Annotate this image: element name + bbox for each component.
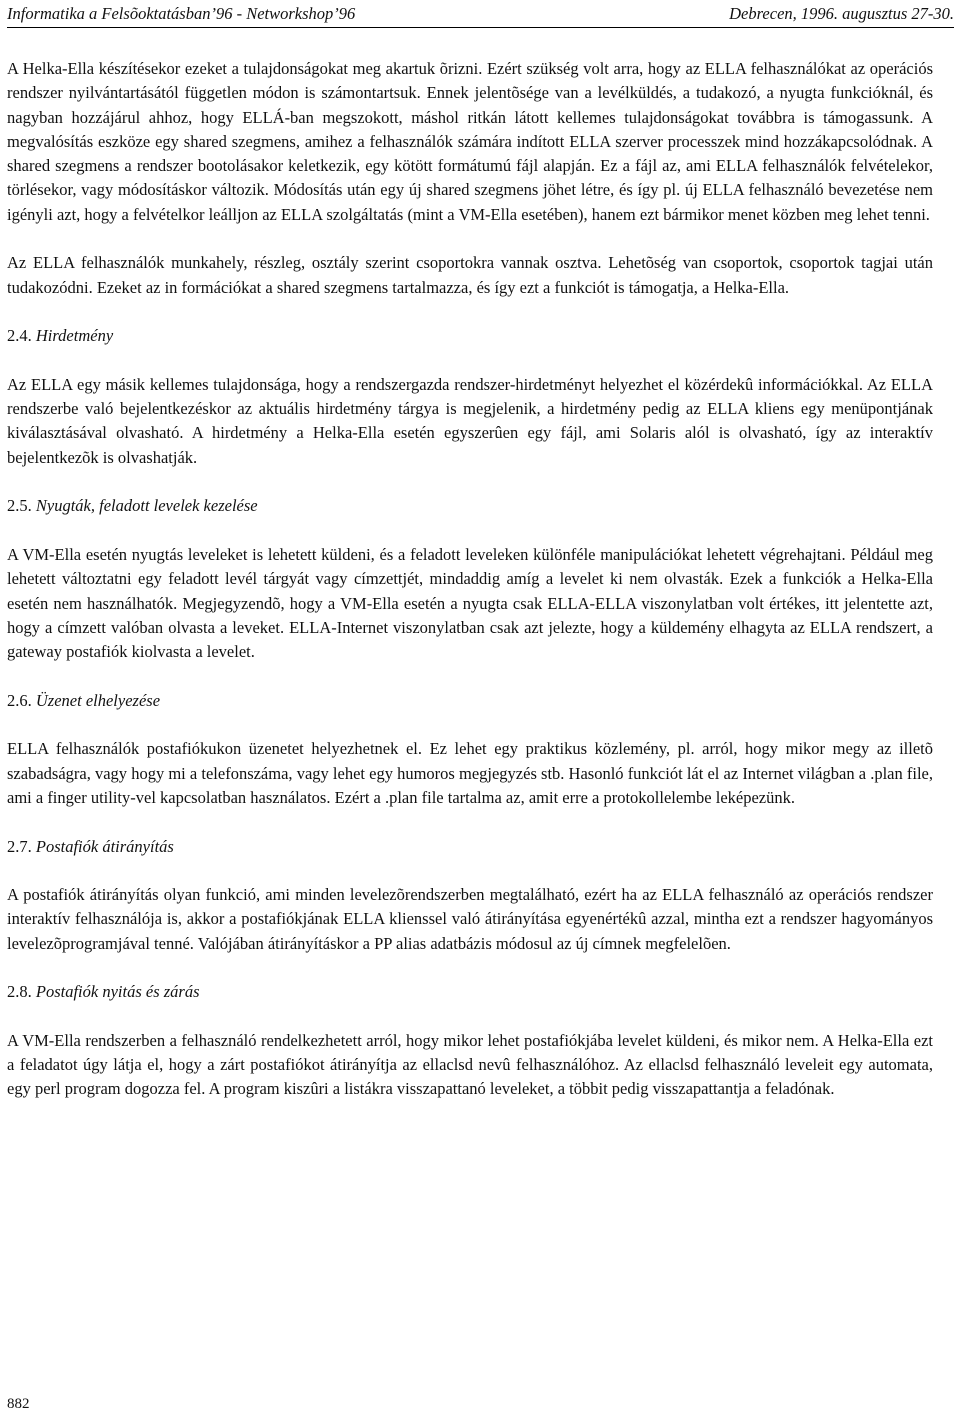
section-number: 2.4. [7,326,32,346]
section-number: 2.6. [7,690,32,710]
section-number: 2.5. [7,496,32,516]
paragraph-shared-segment: A Helka-Ella készítésekor ezeket a tulajdonságokat meg akartuk õrizni. Ezért szükség volt arra, hogy az ELLA felhasználókat az operációs rendszer nyilvántartásától független módon is számontartsuk. Ennek jelentõsége van a levélküldés, a tudakozó, a nyugta funkcióknál, és nagyban hozzájárul ahhoz, hogy ELLÁ-ban megszokott, máshol ritkán látott kellemes tulajdonságokat továbbra is támogassunk. A megvalósítás eszköze egy shared szegmens, amihez a felhasználók számára indított ELLA szerver processzek mind hozzákapcsolódnak. A shared szegmens a rendszer bootolásakor keletkezik, egy kötött formátumú fájl alapján. Ez a fájl az, ami ELLA felhasználók felvételekor, törlésekor, vagy módosításkor változik. Módosítás után egy új shared szegmens jöhet létre, és így pl. új ELLA felhasználó bevezetése nem igényli azt, hogy a felvételkor leálljon az ELLA szolgáltatás (mint a VM-Ella esetében), hanem ezt bármikor menet közben meg lehet tenni. [7,59,933,224]
section-paragraph-nyitas-zaras: A VM-Ella rendszerben a felhasználó rendelkezhetett arról, hogy mikor lehet postafiókjába levelet küldeni, és mikor nem. A Helka-Ella ezt a feladatot úgy látja el, hogy a zárt postafiókot átirányítja az ellaclsd nevû felhasználóhoz. Az ellaclsd felhasználó leveleit egy automata, egy perl program dogozza fel. A program kiszûri a listákra visszapattanó leveleket, a többit pedig visszapattantja a feladónak. [7,1030,933,1099]
document-body [7,57,933,1102]
section-heading-uzenet [7,689,933,713]
section-paragraph-nyugtak: A VM-Ella esetén nyugtás leveleket is lehetett küldeni, és a feladott leveleken különféle manipulációkat lehetett végrehajtani. Például meg lehetett változtatni egy feladott levél tárgyát vagy címzettjét, mindaddig amíg a levelet ki nem olvasták. Ezek a funkciók a Helka-Ella esetén nem használhatók. Megjegyzendõ, hogy a VM-Ella esetén a nyugta csak ELLA-ELLA viszonylatban volt értékes, itt jelentette azt, hogy a címzett valóban olvasta a leveket. ELLA-Internet viszonylatban csak azt jelezte, hogy a küldemény elhagyta az ELLA rendszert, a gateway postafiók kiolvasta a levelet. [7,544,933,662]
paragraph-groups: Az ELLA felhasználók munkahely, részleg, osztály szerint csoportokra vannak osztva. Lehetõség van csoportok, csoportok tagjai után tudakozódni. Ezeket az in formációkat a shared szegmens tartalmazza, és így ezt a funkciót is támogatja, a Helka-Ella. [7,253,933,297]
section-title: Hirdetmény [35,326,114,346]
section-number: 2.8. [7,982,32,1002]
section-title: Üzenet elhelyezése [35,690,161,710]
header-rule [7,27,954,28]
section-heading-atiranyitas [7,835,933,859]
page-number: 882 [7,1396,30,1412]
section-paragraph-hirdetmeny: Az ELLA egy másik kellemes tulajdonsága, hogy a rendszergazda rendszer-hirdetményt helyezhet el közérdekû információkkal. Az ELLA rendszerbe való bejelentkezéskor az aktuális hirdetmény tárgya is megjelenik, a hirdetmény pedig az ELLA kliens egy menüpontjának kiválasztásával olvasható. A hirdetmény a Helka-Ella esetén egyszerûen egy fájl, ami Solaris alól is olvasható, így az interaktív bejelentkezõk is olvashatják. [7,374,933,467]
section-title: Postafiók átirányítás [35,836,174,856]
section-title: Nyugták, feladott levelek kezelése [35,496,258,516]
section-title: Postafiók nyitás és zárás [35,982,200,1002]
section-heading-nyugtak [7,494,933,518]
section-heading-hirdetmeny [7,324,933,348]
section-number: 2.7. [7,836,32,856]
running-header [7,4,954,24]
section-paragraph-atiranyitas: A postafiók átirányítás olyan funkció, ami minden levelezõrendszerben megtalálható, ezért ha az ELLA felhasználó az operációs rendszer interaktív felhasználója is, akkor a postafiókjának ELLA klienssel való átirányítása egyenértékû azzal, mintha ezt a rendszer hagyományos levelezõprogramjával tenné. Valójában átirányításkor a PP alias adatbázis módosul az új címnek megfelelõen. [7,885,933,953]
header-place-date: Debrecen, 1996. augusztus 27-30. [729,4,954,23]
section-heading-nyitas-zaras [7,980,933,1004]
section-paragraph-uzenet: ELLA felhasználók postafiókukon üzenetet helyezhetnek el. Ez lehet egy praktikus közlemény, pl. arról, hogy mikor megy az illetõ szabadságra, vagy hogy mi a telefonszáma, vagy lehet egy humoros megjegyzés stb. Hasonló funkciót lát el az Internet világban a .plan file, ami a finger utility-vel kapcsolatban használatos. Ezért a .plan file tartalma az, amit erre a protokollelembe leképezünk. [7,739,933,807]
header-conference-title: Informatika a Felsõoktatásban’96 - Networkshop’96 [7,4,356,23]
